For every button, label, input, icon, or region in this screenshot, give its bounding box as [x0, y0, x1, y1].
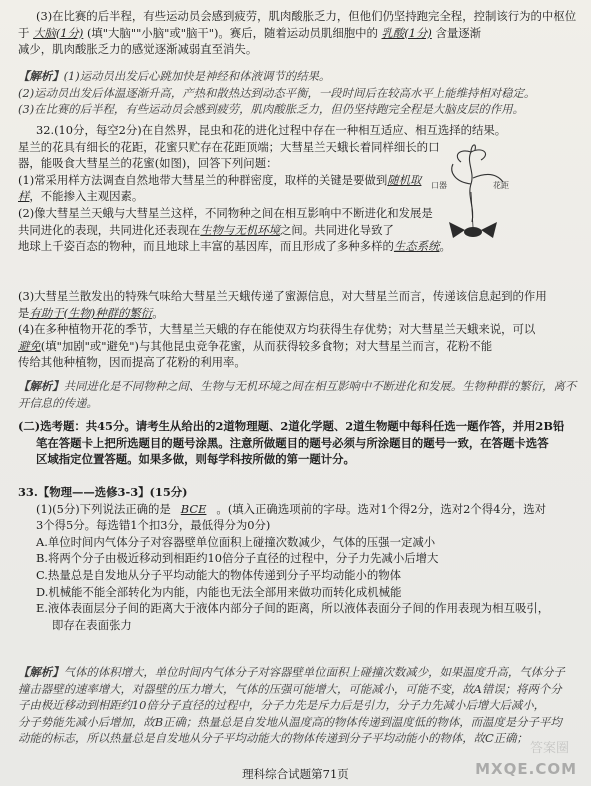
option-d: D.机械能不能全部转化为内能，内能也无法全部用来做功而转化成机械能 — [36, 584, 402, 599]
text-line: 减少，肌肉酸胀乏力的感觉逐渐减弱直至消失。 — [18, 42, 258, 57]
optional-section-instructions — [18, 418, 577, 468]
option-c: C.热量总是自发地从分子平均动能大的物体传递到分子平均动能小的物体 — [36, 567, 402, 582]
explanation-label: 【解析】 — [18, 665, 64, 679]
text-line: 器，能吸食大彗星兰的花蜜(如图)，回答下列问题： — [18, 156, 278, 171]
answer-blank: 样 — [18, 189, 30, 204]
question-32-cont — [18, 288, 577, 371]
text-line: 撞击器壁的速率增大，对器壁的压力增大，气体的压强可能增大，可能减小，可能不变，故A错误；将两个分 — [18, 681, 562, 696]
text-line: 子由极近移动到相距约10倍分子直径的过程中，分子力先是斥力后是引力，分子力先减小后增大后减小， — [18, 698, 546, 713]
text-line: 区域指定位置答题。如果多做，则每学科按所做的第一题计分。 — [36, 452, 355, 467]
text-line: 【解析】气体的体积增大，单位时间内气体分子对容器壁单位面积上碰撞次数减少，如果温度升高，气体分子 — [18, 665, 565, 679]
text-line: 【解析】共同进化是不同物种之间、生物与无机环境之间在相互影响中不断进化和发展。生物种群的繁衍，离不 — [18, 379, 577, 393]
text-line: (3)在比赛的后半程，有些运动员会感到疲劳，肌肉酸胀乏力，但仍坚持跑完全程是大脑皮层的作用。 — [18, 102, 524, 117]
text-line: (4)在多种植物开花的季节，大彗星兰天蛾的存在能使双方均获得生存优势；对大彗星兰天蛾来说，可以 — [18, 322, 536, 337]
text-line: 地球上千姿百态的物种，而且地球上丰富的基因库，而且形成了多种多样的生态系统。 — [18, 239, 451, 254]
text-line: 于 大脑(1分) (填"大脑""小脑"或"脑干")。赛后，随着运动员肌细胞中的 乳酸(1分) 含量逐渐 — [18, 25, 482, 40]
text-line: 32.(10分，每空2分)在自然界，昆虫和花的进化过程中存在一种相互适应、相互选择的结果。 — [36, 123, 507, 137]
question-33 — [18, 484, 577, 633]
explanation-label: 【解析】 — [18, 69, 64, 83]
text-line: 笔在答题卡上把所选题目的题号涂黑。注意所做题目的题号必须与所涂题目的题号一致，在答题卡选答 — [36, 435, 549, 450]
answer-blank: 乳酸(1分) — [381, 25, 432, 40]
answer-blank: BCE — [180, 501, 207, 516]
text-line: 动能的标志，所以热量总是自发地从分子平均动能大的物体传递到分子平均动能小的物体，故C正确； — [18, 731, 528, 746]
option-b: B.将两个分子由极近移动到相距约10倍分子直径的过程中，分子力先减小后增大 — [36, 551, 439, 566]
watermark-url: MXQE.COM — [475, 760, 577, 778]
watermark-text: 答案圈 — [529, 741, 569, 756]
text-line: 是有助于(生物)种群的繁衍。 — [18, 305, 164, 320]
text-line: 传给其他种植物，因而提高了花粉的利用率。 — [18, 355, 246, 370]
question-32 — [18, 122, 507, 255]
figure-label-mouthpart: 口器 — [431, 181, 447, 190]
text-line: (1)常采用样方法调查自然地带大彗星兰的种群密度，取样的关键是要做到随机取 — [18, 172, 422, 187]
text-line: (2)运动员出发后体温逐渐升高，产热和散热达到动态平衡，一段时间后在较高水平上能维持相对稳定。 — [18, 85, 536, 100]
answer-blank: 生态系统 — [393, 239, 440, 254]
figure-label-spur: 花距 — [493, 181, 509, 190]
text-line: 共同进化的表现，共同进化还表现在生物与无机环境之间。共同进化导致了 — [18, 222, 394, 237]
text-line: (1)(5分)下列说法正确的是 BCE 。(填入正确选项前的字母。选对1个得2分，选对2个得4分，选对 — [36, 501, 547, 516]
text-line: 样，不能掺入主观因素。 — [18, 189, 144, 204]
option-e-cont: 即存在表面张力 — [52, 617, 132, 632]
option-e: E.液体表面层分子间的距离大于液体内部分子间的距离，所以液体表面分子间的作用表现为相互吸引， — [36, 601, 550, 616]
explanation-block — [18, 68, 577, 118]
question-title: 33.【物理——选修3-3】(15分) — [18, 485, 188, 499]
text-line: (二)选考题：共45分。请考生从给出的2道物理题、2道化学题、2道生物题中每科任选一题作答，并用2B铅 — [18, 419, 565, 433]
text-line: 3个得5分。每选错1个扣3分，最低得分为0分) — [36, 518, 271, 533]
text-line: (3)大彗星兰散发出的特殊气味给大彗星兰天蛾传递了蜜源信息，对大彗星兰而言，传递该信息起到的作用 — [18, 289, 547, 303]
q31-part3 — [18, 8, 577, 58]
answer-blank: 有助于(生物)种群的繁衍 — [29, 305, 153, 320]
text-line: (3)在比赛的后半程，有些运动员会感到疲劳，肌肉酸胀乏力，但他们仍坚持跑完全程，控制该行为的中枢位 — [36, 9, 577, 23]
text-line: 开信息的传递。 — [18, 395, 98, 410]
option-a: A.单位时间内气体分子对容器壁单位面积上碰撞次数减少，气体的压强一定减小 — [36, 534, 436, 549]
page-footer: 理科综合试题第71页 — [242, 767, 349, 781]
explanation-block — [18, 378, 577, 411]
text-line: 星兰的花具有细长的花距，花蜜只贮存在花距顶端；大彗星兰天蛾长着同样细长的口 — [18, 139, 440, 154]
text-line: 【解析】(1)运动员出发后心跳加快是神经和体液调节的结果。 — [18, 69, 331, 83]
text-line: 避免(填"加剧"或"避免")与其他昆虫竞争花蜜，从而获得较多食物；对大彗星兰而言，花粉不能 — [18, 338, 493, 353]
text-line: 分子势能先减小后增加，故B正确；热量总是自发地从温度高的物体传递到温度低的物体，而温度是分子平均 — [18, 714, 562, 729]
answer-blank: 随机取 — [387, 172, 422, 187]
orchid-moth-figure — [431, 142, 515, 252]
explanation-label: 【解析】 — [18, 379, 64, 393]
text-line: (2)像大彗星兰天蛾与大彗星兰这样，不同物种之间在相互影响中不断进化和发展是 — [18, 205, 433, 220]
explanation-block — [18, 664, 577, 747]
answer-blank: 避免 — [18, 338, 41, 353]
answer-blank: 生物与无机环境 — [200, 222, 281, 237]
answer-blank: 大脑(1分) — [33, 25, 84, 40]
